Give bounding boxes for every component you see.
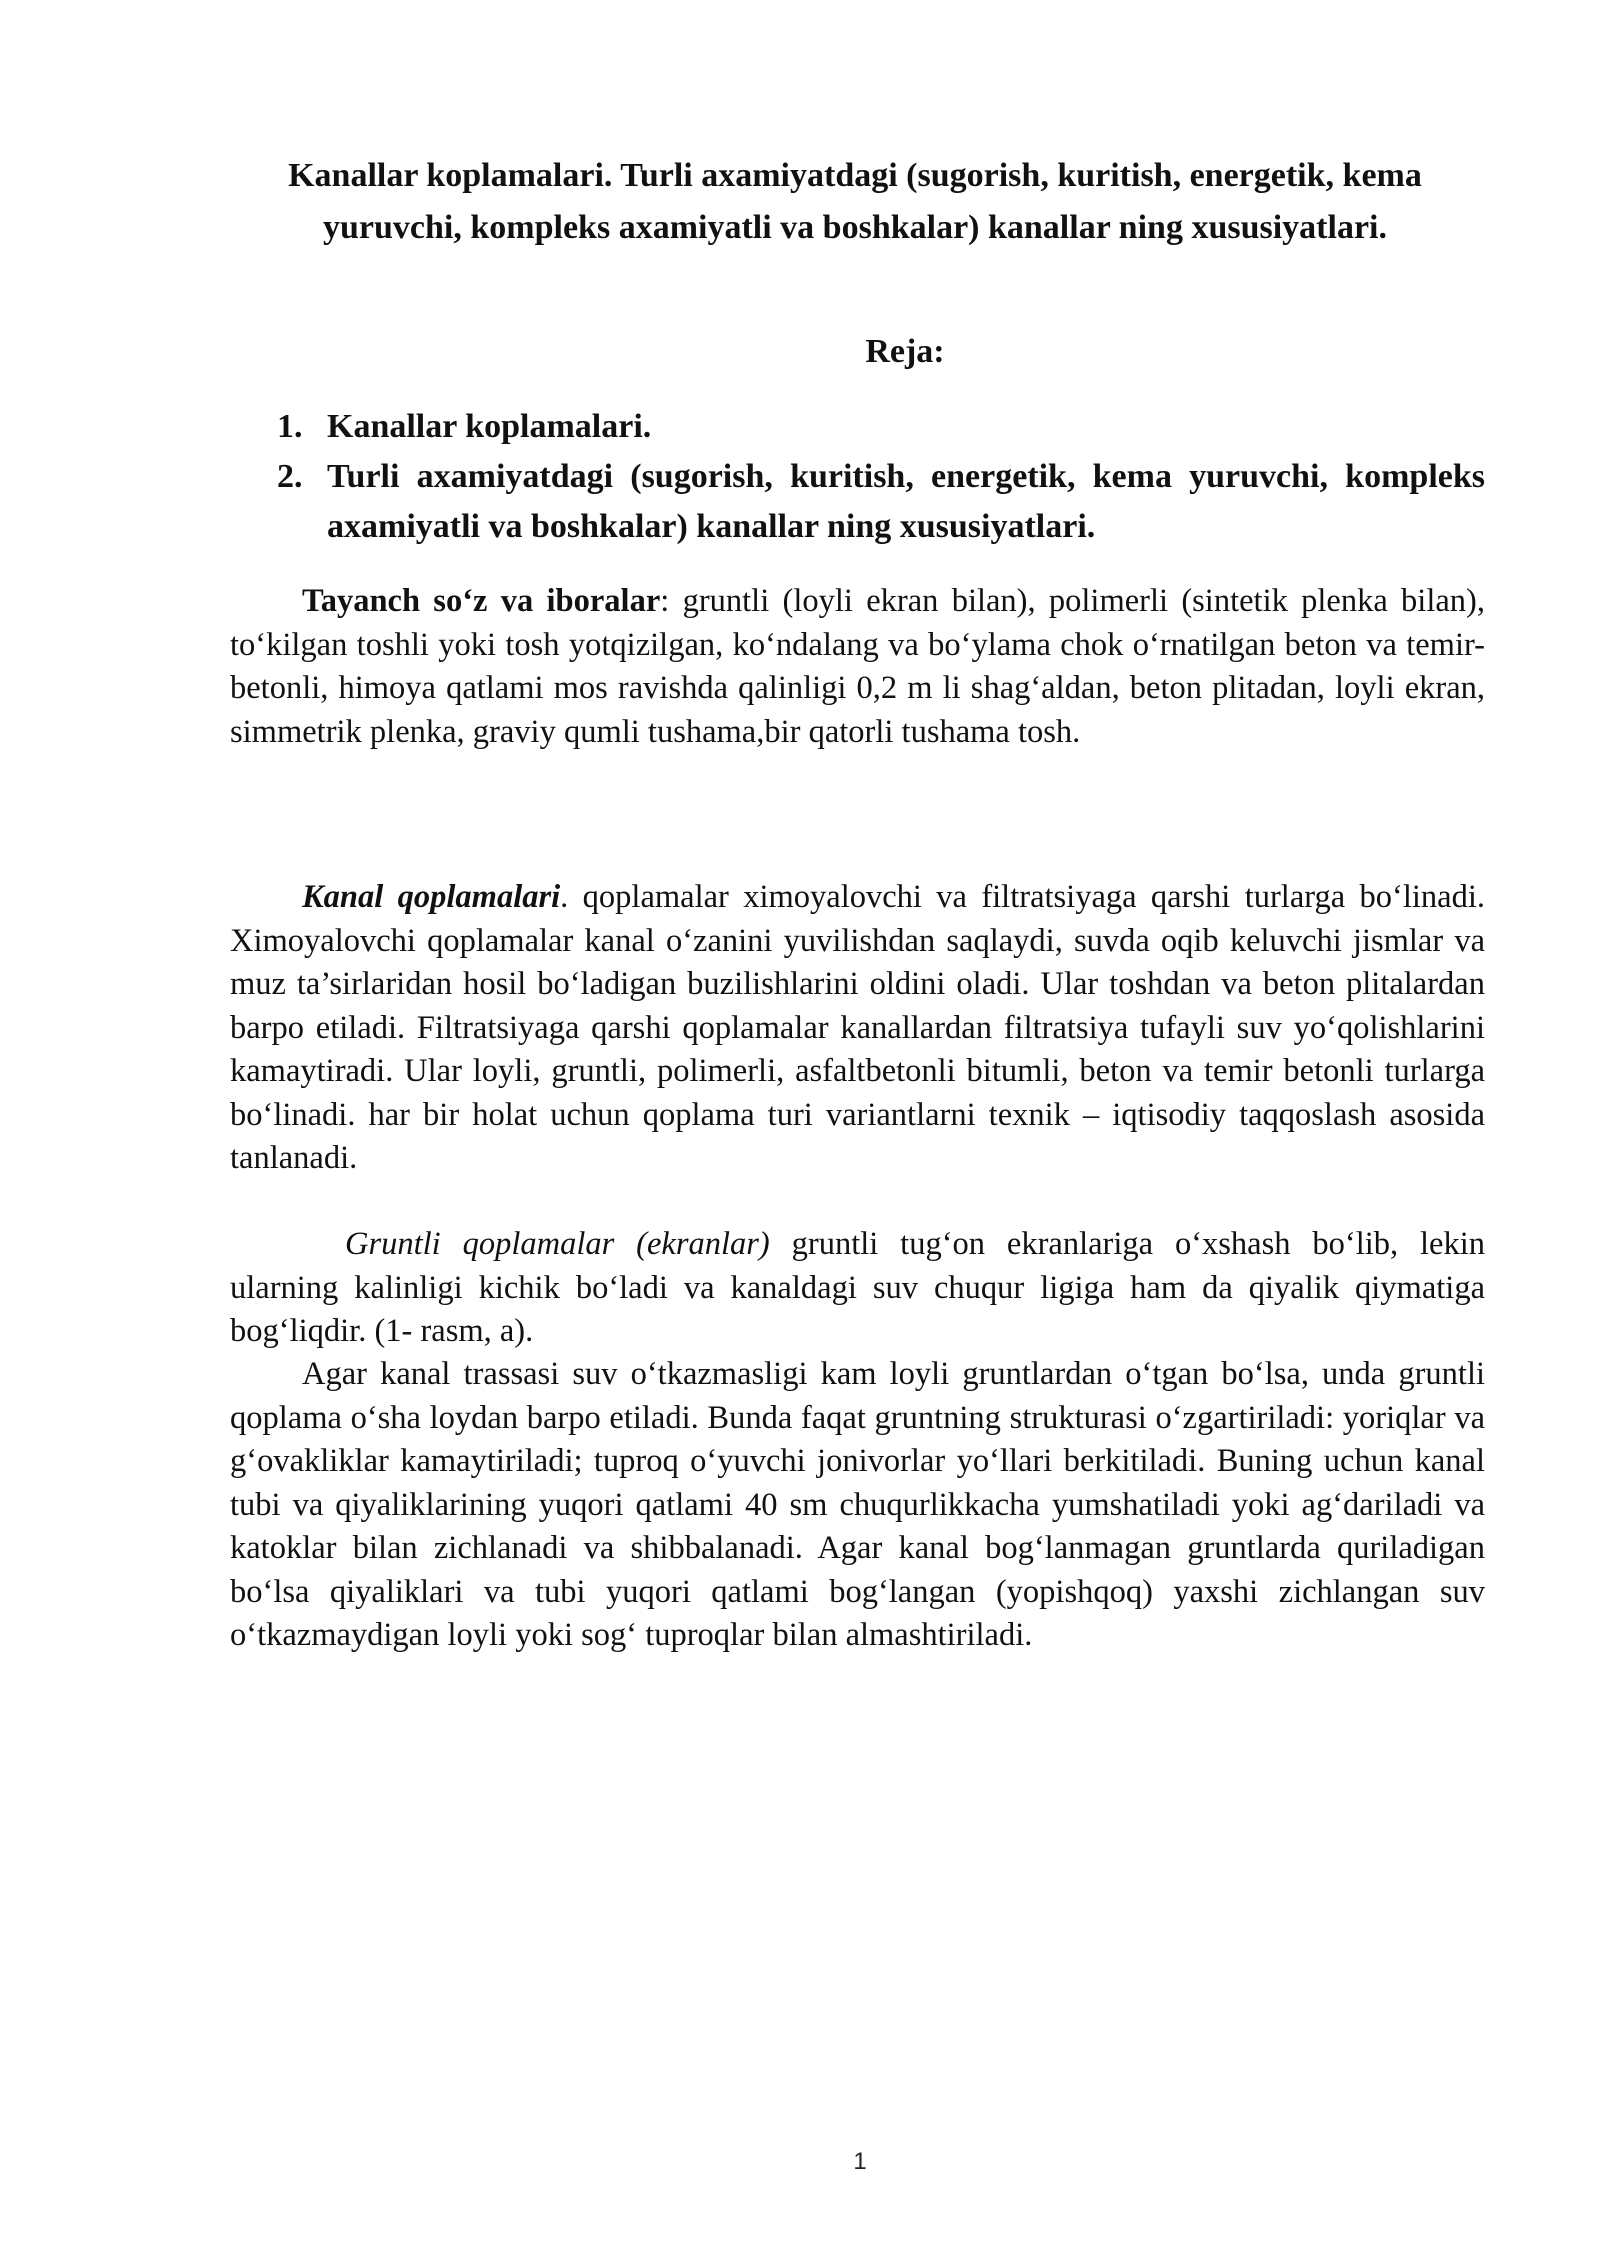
keywords-paragraph xyxy=(230,580,1485,754)
keywords-text: : gruntli (loyli ekran bilan), polimerli (sintetik plenka bilan), to‘kilgan toshli yoki tosh yotqizilgan, ko‘ndalang va bo‘ylama chok o‘rnatilgan beton va temir-betonli, himoya qatlami mos ravishda qalinligi 0,2 m li shag‘aldan, beton plitadan, loyli ekran, simmetrik plenka, graviy qumli tushama,bir qatorli tushama tosh. xyxy=(230,583,1485,750)
plan-item-text: Turli axamiyatdagi (sugorish, kuritish, energetik, kema yuruvchi, kompleks axamiyatli va boshkalar) kanallar ning xususiyatlari. xyxy=(327,458,1485,545)
plan-item-number: 1. xyxy=(277,408,303,445)
gruntli-qoplamalar-paragraph xyxy=(230,1223,1485,1354)
plan-item xyxy=(270,452,1485,552)
document-title: Kanallar koplamalari. Turli axamiyatdagi (sugorish, kuritish, energetik, kema yuruvchi, kompleks axamiyatli va boshkalar) kanallar ning xususiyatlari. xyxy=(288,157,1422,246)
agar-kanal-paragraph: Agar kanal trassasi suv o‘tkazmasligi kam loyli gruntlardan o‘tgan bo‘lsa, unda gruntli qoplama o‘sha loydan barpo etiladi. Bunda faqat gruntning strukturasi o‘zgartiriladi: yoriqlar va g‘ovakliklar kamaytiriladi; tuproq o‘yuvchi jonivorlar yo‘llari berkitiladi. Buning uchun kanal tubi va qiyaliklarining yuqori qatlami 40 sm chuqurlikkacha yumshatiladi yoki ag‘dariladi va katoklar bilan zichlanadi va shibbalanadi. Agar kanal bog‘lanmagan gruntlarda quriladigan bo‘lsa qiyaliklari va tubi yuqori qatlami bog‘langan (yopishqoq) yaxshi zichlangan suv o‘tkazmaydigan loyli yoki sog‘ tuproqlar bilan almashtiriladi. xyxy=(230,1356,1485,1653)
kanal-qoplamalari-paragraph xyxy=(230,876,1485,1181)
kanal-qoplamalari-lead: Kanal qoplamalari xyxy=(302,879,561,915)
keywords-label: Tayanch so‘z va iboralar xyxy=(302,583,661,619)
page-number: 1 xyxy=(853,2148,867,2175)
plan-item-number: 2. xyxy=(277,458,303,495)
kanal-qoplamalari-text: . qoplamalar ximoyalovchi va filtratsiyaga qarshi turlarga bo‘linadi. Ximoyalovchi qoplamalar kanal o‘zanini yuvilishdan saqlaydi, suvda oqib keluvchi jismlar va muz ta’sirlaridan hosil bo‘ladigan buzilishlarini oldini oladi. Ular toshdan va beton plitalardan barpo etiladi. Filtratsiyaga qarshi qoplamalar kanallardan filtratsiya tufayli suv yo‘qolishlarini kamaytiradi. Ular loyli, gruntli, polimerli, asfaltbetonli bitumli, beton va temir betonli turlarga bo‘linadi. har bir holat uchun qoplama turi variantlarni texnik – iqtisodiy taqqoslash asosida tanlanadi. xyxy=(230,879,1485,1176)
plan-item-text: Kanallar koplamalari. xyxy=(327,408,652,445)
gruntli-qoplamalar-text: gruntli tug‘on ekranlariga o‘xshash bo‘lib, lekin ularning kalinligi kichik bo‘ladi va kanaldagi suv chuqur ligiga ham da qiyalik qiymatiga bog‘liqdir. (1- rasm, a). xyxy=(230,1226,1485,1349)
gruntli-qoplamalar-lead: Gruntli qoplamalar (ekranlar) xyxy=(345,1226,770,1262)
plan-list xyxy=(270,402,1485,552)
plan-item xyxy=(270,402,1485,452)
plan-heading: Reja: xyxy=(865,333,945,370)
